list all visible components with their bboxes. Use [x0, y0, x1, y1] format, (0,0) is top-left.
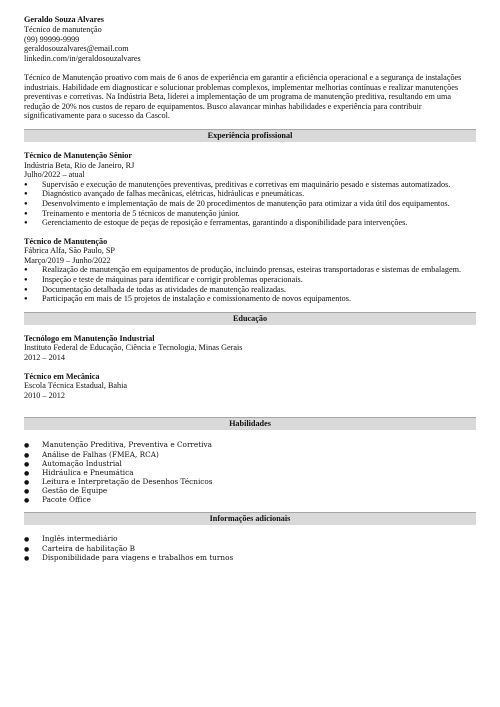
- section-heading-experience: Experiência profissional: [24, 129, 476, 142]
- job-company: Fábrica Alfa, São Paulo, SP: [24, 246, 115, 256]
- candidate-name: Geraldo Souza Alvares: [24, 15, 104, 24]
- candidate-title: Técnico de manutenção: [24, 24, 102, 34]
- job-bullet: ● Realização de manutenção em equipamentos de produção, incluindo prensas, esteiras transportadoras e sistemas de embalagem.: [24, 265, 476, 275]
- skill-item: ● Análise de Falhas (FMEA, RCA): [24, 450, 476, 459]
- job-title: Técnico de Manutenção: [24, 236, 108, 246]
- job-bullet-list: [24, 180, 476, 228]
- job-bullet: ● Supervisão e execução de manutenções preventivas, preditivas e corretivas em maquinário pesado e sistemas automatizados.: [24, 180, 476, 190]
- education-dates: 2012 – 2014: [24, 353, 65, 363]
- skill-item: ● Automação Industrial: [24, 459, 476, 468]
- job-bullet: ● Inspeção e teste de máquinas para identificar e corrigir problemas operacionais.: [24, 275, 476, 285]
- education-entry: [24, 334, 476, 363]
- job-company: Indústria Beta, Rio de Janeiro, RJ: [24, 160, 135, 170]
- job-entry: [24, 237, 476, 304]
- candidate-email: geraldosouzalvares@email.com: [24, 44, 129, 54]
- skill-item: ● Manutenção Preditiva, Preventiva e Corretiva: [24, 440, 476, 449]
- job-title: Técnico de Manutenção Sênior: [24, 150, 133, 160]
- job-bullet: ● Diagnóstico avançado de falhas mecânicas, elétricas, hidráulicas e pneumáticas.: [24, 189, 476, 199]
- job-bullet: ● Desenvolvimento e implementação de mais de 20 procedimentos de manutenção para otimizar a vida útil dos equipamentos.: [24, 199, 476, 209]
- skill-item: ● Pacote Office: [24, 495, 476, 504]
- school-name: Escola Técnica Estadual, Bahia: [24, 381, 128, 391]
- skill-item: ● Hidráulica e Pneumática: [24, 468, 476, 477]
- additional-info-item: ● Inglês intermediário: [24, 534, 476, 544]
- section-heading-additional-info: Informações adicionais: [24, 512, 476, 525]
- job-dates: Julho/2022 – atual: [24, 170, 85, 180]
- section-heading-skills: Habilidades: [24, 417, 476, 430]
- job-bullet-list: [24, 265, 476, 303]
- job-entry: [24, 151, 476, 228]
- additional-info-item: ● Disponibilidade para viagens e trabalhos em turnos: [24, 553, 476, 563]
- section-heading-education: Educação: [24, 312, 476, 325]
- school-name: Instituto Federal de Educação, Ciência e Tecnologia, Minas Gerais: [24, 343, 243, 353]
- degree-title: Técnico em Mecânica: [24, 371, 100, 381]
- job-bullet: ● Documentação detalhada de todas as atividades de manutenção realizadas.: [24, 285, 476, 295]
- skill-item: ● Leitura e Interpretação de Desenhos Técnicos: [24, 477, 476, 486]
- degree-title: Tecnólogo em Manutenção Industrial: [24, 333, 155, 343]
- job-bullet: ● Gerenciamento de estoque de peças de reposição e ferramentas, garantindo a disponibilidade para intervenções.: [24, 218, 476, 228]
- job-bullet: ● Participação em mais de 15 projetos de instalação e comissionamento de novos equipamentos.: [24, 294, 476, 304]
- job-dates: Março/2019 – Junho/2022: [24, 255, 111, 265]
- skills-list: [24, 440, 476, 504]
- additional-info-list: [24, 534, 476, 563]
- job-bullet: ● Treinamento e mentoria de 5 técnicos de manutenção júnior.: [24, 209, 476, 219]
- professional-summary: Técnico de Manutenção proativo com mais de 6 anos de experiência em garantir a eficiência operacional e a segurança de instalações industriais. Habilidade em diagnosticar e solucionar problemas complexos, implementar melhorias contínuas e realizar manutenções preventivas e corretivas. Na Indústria Beta, liderei a implementação de um programa de manutenção preditiva, resultando em uma redução de 20% nos custos de reparo de equipamentos. Busco alavancar minhas habilidades e experiência para contribuir significativamente para o sucesso da Cascol.: [24, 72, 462, 121]
- additional-info-item: ● Carteira de habilitação B: [24, 544, 476, 554]
- candidate-phone: (99) 99999-9999: [24, 34, 80, 44]
- candidate-linkedin: linkedin.com/in/geraldosouzalvares: [24, 54, 141, 64]
- education-dates: 2010 – 2012: [24, 390, 65, 400]
- skill-item: ● Gestão de Equipe: [24, 486, 476, 495]
- education-entry: [24, 372, 476, 401]
- resume-header: [24, 15, 476, 64]
